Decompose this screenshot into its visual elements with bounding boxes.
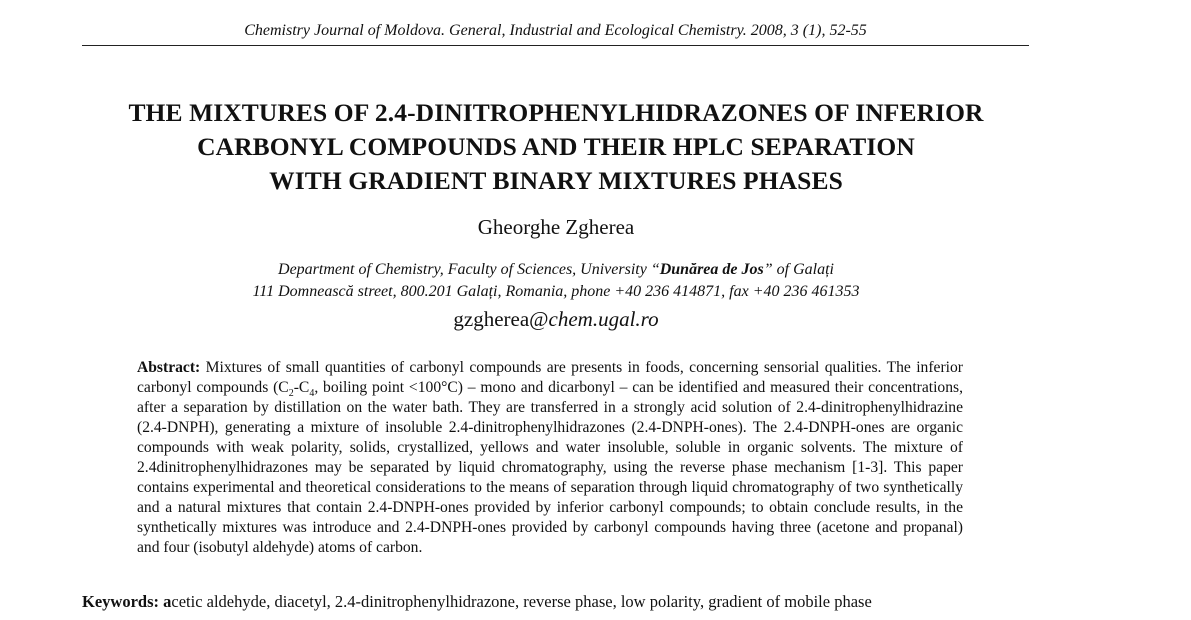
title-line: THE MIXTURES OF 2.4-DINITROPHENYLHIDRAZONES OF INFERIOR [128,98,984,127]
subscript: 2 [288,388,294,400]
author-email[interactable] [56,306,1056,332]
affiliation-suffix: ” of Galați [763,261,834,278]
email-user: gzgherea@ [453,307,549,331]
keywords [82,591,1082,613]
paper-title [56,96,1056,198]
journal-header: Chemistry Journal of Moldova. General, Industrial and Ecological Chemistry. 2008, 3 (1), 52-55 [244,22,867,39]
affiliation-prefix: Department of Chemistry, Faculty of Sciences, University “ [278,261,660,278]
abstract-label: Abstract: [137,359,201,376]
abstract-text: -C [293,379,310,396]
abstract-text: , boiling point <100°C) – mono and dicarbonyl – can be identified and measured their concentrations, after a separation by distillation on the water bath. They are transferred in a strongly acid solution of 2.4-dinitrophenylhidrazine (2.4-DNPH), generating a mixture of insoluble 2.4-dinitrophenylhidrazones (2.4-DNPH-ones). The 2.4-DNPH-ones are organic compounds with weak polarity, solids, crystallized, yellows and water insoluble, soluble in organic solvents. The mixture of 2.4dinitrophenylhidrazones may be separated by liquid chromatography, using the reverse phase mechanism [1-3]. This paper contains experimental and theoretical considerations to the means of separation through liquid chromatography of two synthetically and a natural mixtures that contain 2.4-DNPH-ones provided by inferior carbonyl compounds; to obtain conclude results, in the synthetically mixtures was introduce and 2.4-DNPH-ones provided by carbonyl compounds having three (acetone and propanal) and four (isobutyl aldehyde) atoms of carbon. [137,379,963,556]
author-name: Gheorghe Zgherea [477,215,635,239]
affiliation-line-1 [56,259,1056,281]
title-line: CARBONYL COMPOUNDS AND THEIR HPLC SEPARATION [197,132,915,161]
abstract [137,358,963,558]
abstract-text: Mixtures of small quantities of carbonyl compounds are presents in foods, concerning sensorial qualities. The inferior carbonyl compounds (C [137,359,963,396]
header-rule [82,45,1029,46]
affiliation [56,259,1056,303]
subscript: 4 [309,388,315,400]
title-line: WITH GRADIENT BINARY MIXTURES PHASES [269,166,843,195]
keywords-text: cetic aldehyde, diacetyl, 2.4-dinitrophenylhidrazone, reverse phase, low polarity, gradient of mobile phase [171,592,872,611]
affiliation-line-2: 111 Domnească street, 800.201 Galați, Romania, phone +40 236 414871, fax +40 236 461353 [252,283,860,300]
email-domain: chem.ugal.ro [548,307,659,331]
university-name: Dunărea de Jos [659,261,764,278]
keywords-label: Keywords: a [82,592,172,611]
